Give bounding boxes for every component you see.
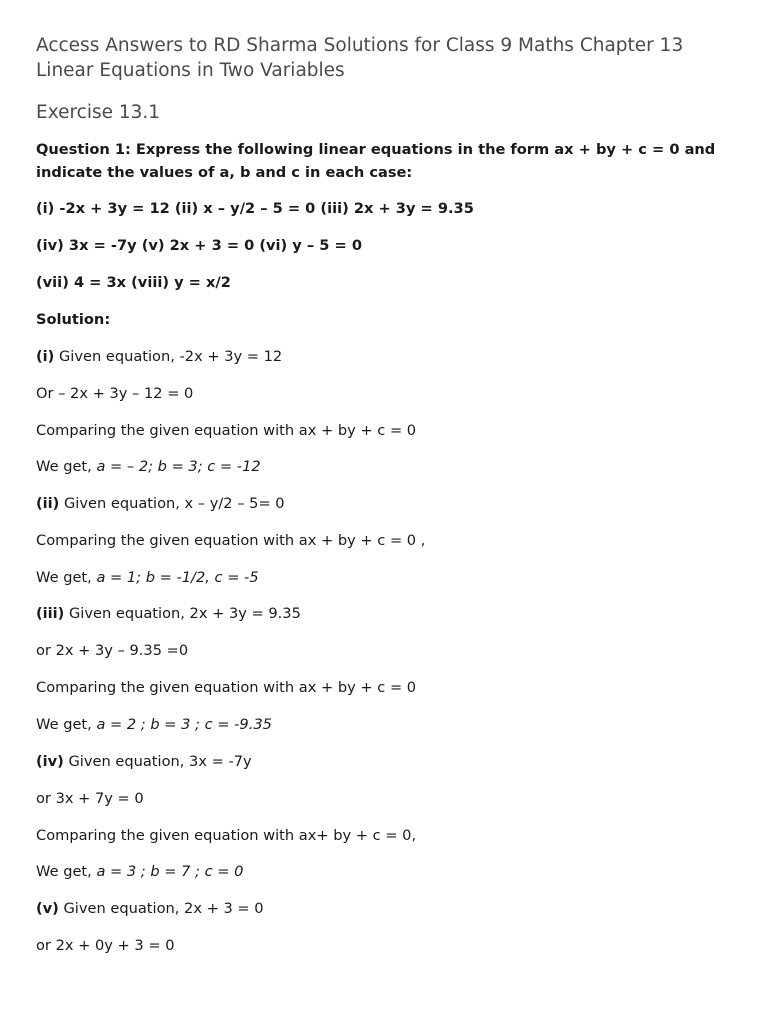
solution-v-or: or 2x + 0y + 3 = 0 bbox=[36, 937, 175, 954]
page-title-line-1: Access Answers to RD Sharma Solutions for Class 9 Maths Chapter 13 bbox=[36, 35, 684, 56]
solution-iv-or: or 3x + 7y = 0 bbox=[36, 790, 144, 807]
solution-ii-result bbox=[36, 567, 259, 589]
solution-v-given-text: Given equation, 2x + 3 = 0 bbox=[58, 900, 264, 917]
page-title-line-2: Linear Equations in Two Variables bbox=[36, 60, 345, 81]
solution-i-given-text: Given equation, -2x + 3y = 12 bbox=[54, 348, 283, 365]
question-text: Question 1: Express the following linear equations in the form ax + by + c = 0 and indicate the values of a, b and c in each case: bbox=[36, 141, 716, 181]
question-parts-line-2: (iv) 3x = -7y (v) 2x + 3 = 0 (vi) y – 5 = 0 bbox=[36, 237, 362, 254]
solution-iv-result bbox=[36, 861, 243, 883]
solution-iii-or: or 2x + 3y – 9.35 =0 bbox=[36, 642, 189, 659]
solution-i-or: Or – 2x + 3y – 12 = 0 bbox=[36, 385, 194, 402]
solution-ii-values: a = 1; b = -1/2, c = -5 bbox=[96, 569, 259, 586]
question-parts-line-1: (i) -2x + 3y = 12 (ii) x – y/2 – 5 = 0 (iii) 2x + 3y = 9.35 bbox=[36, 200, 474, 217]
solution-ii-label: (ii) bbox=[36, 495, 60, 512]
question-parts-line-3: (vii) 4 = 3x (viii) y = x/2 bbox=[36, 274, 231, 291]
page-title bbox=[36, 33, 736, 83]
solution-v-label: (v) bbox=[36, 900, 59, 917]
solution-iv-label: (iv) bbox=[36, 753, 64, 770]
solution-iii-compare: Comparing the given equation with ax + by + c = 0 bbox=[36, 679, 417, 696]
solution-v-given bbox=[36, 898, 264, 920]
solution-ii-given-text: Given equation, x – y/2 – 5= 0 bbox=[59, 495, 285, 512]
solution-iv-values: a = 3 ; b = 7 ; c = 0 bbox=[96, 863, 244, 880]
solution-i-compare: Comparing the given equation with ax + by + c = 0 bbox=[36, 422, 417, 439]
solution-iii-given bbox=[36, 603, 301, 625]
solution-iv-given-text: Given equation, 3x = -7y bbox=[63, 753, 252, 770]
solution-heading: Solution: bbox=[36, 311, 111, 328]
solution-iii-weget: We get, bbox=[36, 716, 97, 733]
solution-iii-given-text: Given equation, 2x + 3y = 9.35 bbox=[64, 605, 301, 622]
solution-i-given bbox=[36, 346, 282, 368]
solution-ii-given bbox=[36, 493, 285, 515]
solution-i-weget: We get, bbox=[36, 458, 97, 475]
solution-iv-weget: We get, bbox=[36, 863, 97, 880]
solution-i-label: (i) bbox=[36, 348, 55, 365]
solution-ii-weget: We get, bbox=[36, 569, 97, 586]
solution-iv-compare: Comparing the given equation with ax+ by + c = 0, bbox=[36, 827, 417, 844]
solution-i-values: a = – 2; b = 3; c = -12 bbox=[96, 458, 261, 475]
solution-iii-values: a = 2 ; b = 3 ; c = -9.35 bbox=[96, 716, 272, 733]
solution-iv-given bbox=[36, 751, 252, 773]
solution-ii-compare: Comparing the given equation with ax + by + c = 0 , bbox=[36, 532, 426, 549]
exercise-heading: Exercise 13.1 bbox=[36, 102, 161, 123]
solution-iii-result bbox=[36, 714, 272, 736]
solution-i-result bbox=[36, 456, 261, 478]
solution-iii-label: (iii) bbox=[36, 605, 65, 622]
